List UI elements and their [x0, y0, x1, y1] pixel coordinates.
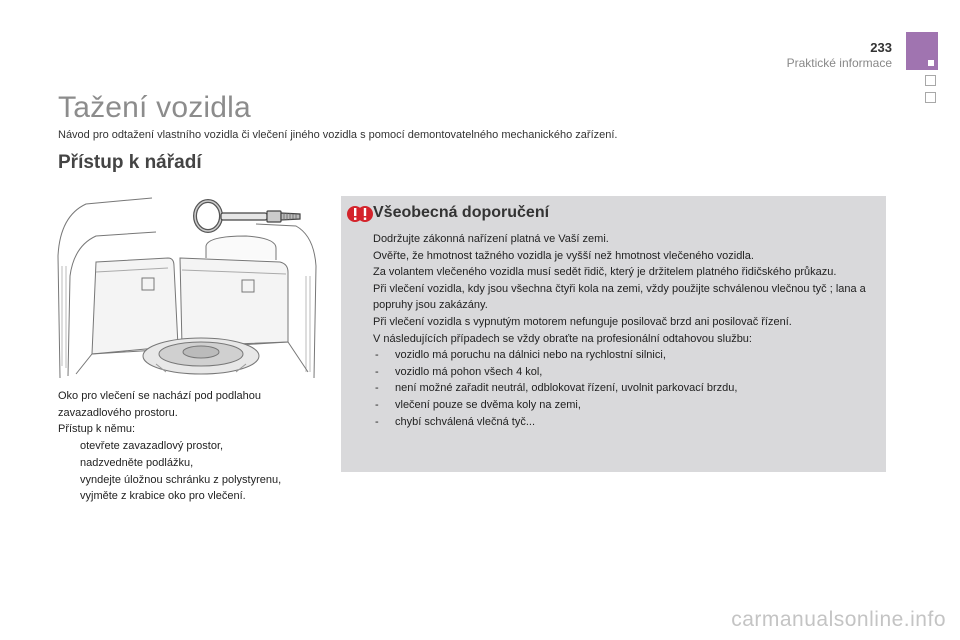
- panel-paragraph: Při vlečení vozidla s vypnutým motorem nefunguje posilovač brzd ani posilovač řízení.: [373, 315, 792, 328]
- section-tab-next-2[interactable]: [925, 92, 936, 103]
- access-intro: Oko pro vlečení se nachází pod podlahou zavazadlového prostoru.: [58, 390, 262, 419]
- recommendations-panel: [341, 196, 886, 472]
- access-steps-list: [58, 438, 326, 505]
- page-number: 233: [870, 40, 892, 55]
- list-item: nadzvedněte podlážku,: [80, 456, 194, 469]
- page-title: Tažení vozidla: [58, 91, 251, 124]
- list-item: vyjměte z krabice oko pro vlečení.: [80, 490, 246, 503]
- section-heading: Přístup k nářadí: [58, 152, 202, 173]
- towing-eye-icon: [195, 201, 300, 231]
- professional-service-cases: [373, 347, 878, 430]
- list-item: vyndejte úložnou schránku z polystyrenu,: [80, 473, 282, 486]
- panel-paragraph: Dodržujte zákonná nařízení platná ve Vaší zemi.: [373, 233, 609, 245]
- page-subtitle: Návod pro odtažení vlastního vozidla či vlečení jiného vozidla s pomocí demontovatelného mechanického zařízení.: [58, 129, 618, 141]
- panel-paragraph: V následujících případech se vždy obraťte na profesionální odtahovou službu:: [373, 332, 752, 345]
- panel-title: Všeobecná doporučení: [373, 204, 550, 221]
- list-item: - není možné zařadit neutrál, odblokovat řízení, uvolnit parkovací brzdu,: [375, 382, 738, 395]
- section-tab-active[interactable]: [906, 32, 938, 70]
- trunk-illustration: [56, 196, 318, 380]
- panel-paragraph: Ověřte, že hmotnost tažného vozidla je vyšší než hmotnost vlečeného vozidla.: [373, 249, 754, 262]
- list-item: otevřete zavazadlový prostor,: [80, 440, 224, 453]
- access-intro-2: Přístup k němu:: [58, 423, 136, 436]
- list-item: - vozidlo má pohon všech 4 kol,: [375, 365, 543, 378]
- tab-marker: [928, 60, 934, 66]
- panel-body: [373, 231, 878, 430]
- panel-paragraph: Při vlečení vozidla, kdy jsou všechna čtyři kola na zemi, vždy použijte schválenou vlečnou tyč ; lana a popruhy jsou zakázány.: [373, 282, 866, 312]
- section-label: Praktické informace: [786, 56, 892, 70]
- list-item: - vlečení pouze se dvěma koly na zemi,: [375, 398, 581, 411]
- watermark: carmanualsonline.info: [731, 608, 946, 631]
- trunk-drawing: [56, 196, 318, 380]
- access-instructions: [58, 388, 326, 505]
- section-tab-next[interactable]: [925, 75, 936, 86]
- list-item: - chybí schválená vlečná tyč...: [375, 415, 536, 428]
- panel-paragraph: Za volantem vlečeného vozidla musí sedět řidič, který je držitelem platného řidičského průkazu.: [373, 266, 837, 279]
- warning-exclamation-icon: [347, 203, 373, 225]
- list-item: - vozidlo má poruchu na dálnici nebo na rychlostní silnici,: [375, 349, 666, 362]
